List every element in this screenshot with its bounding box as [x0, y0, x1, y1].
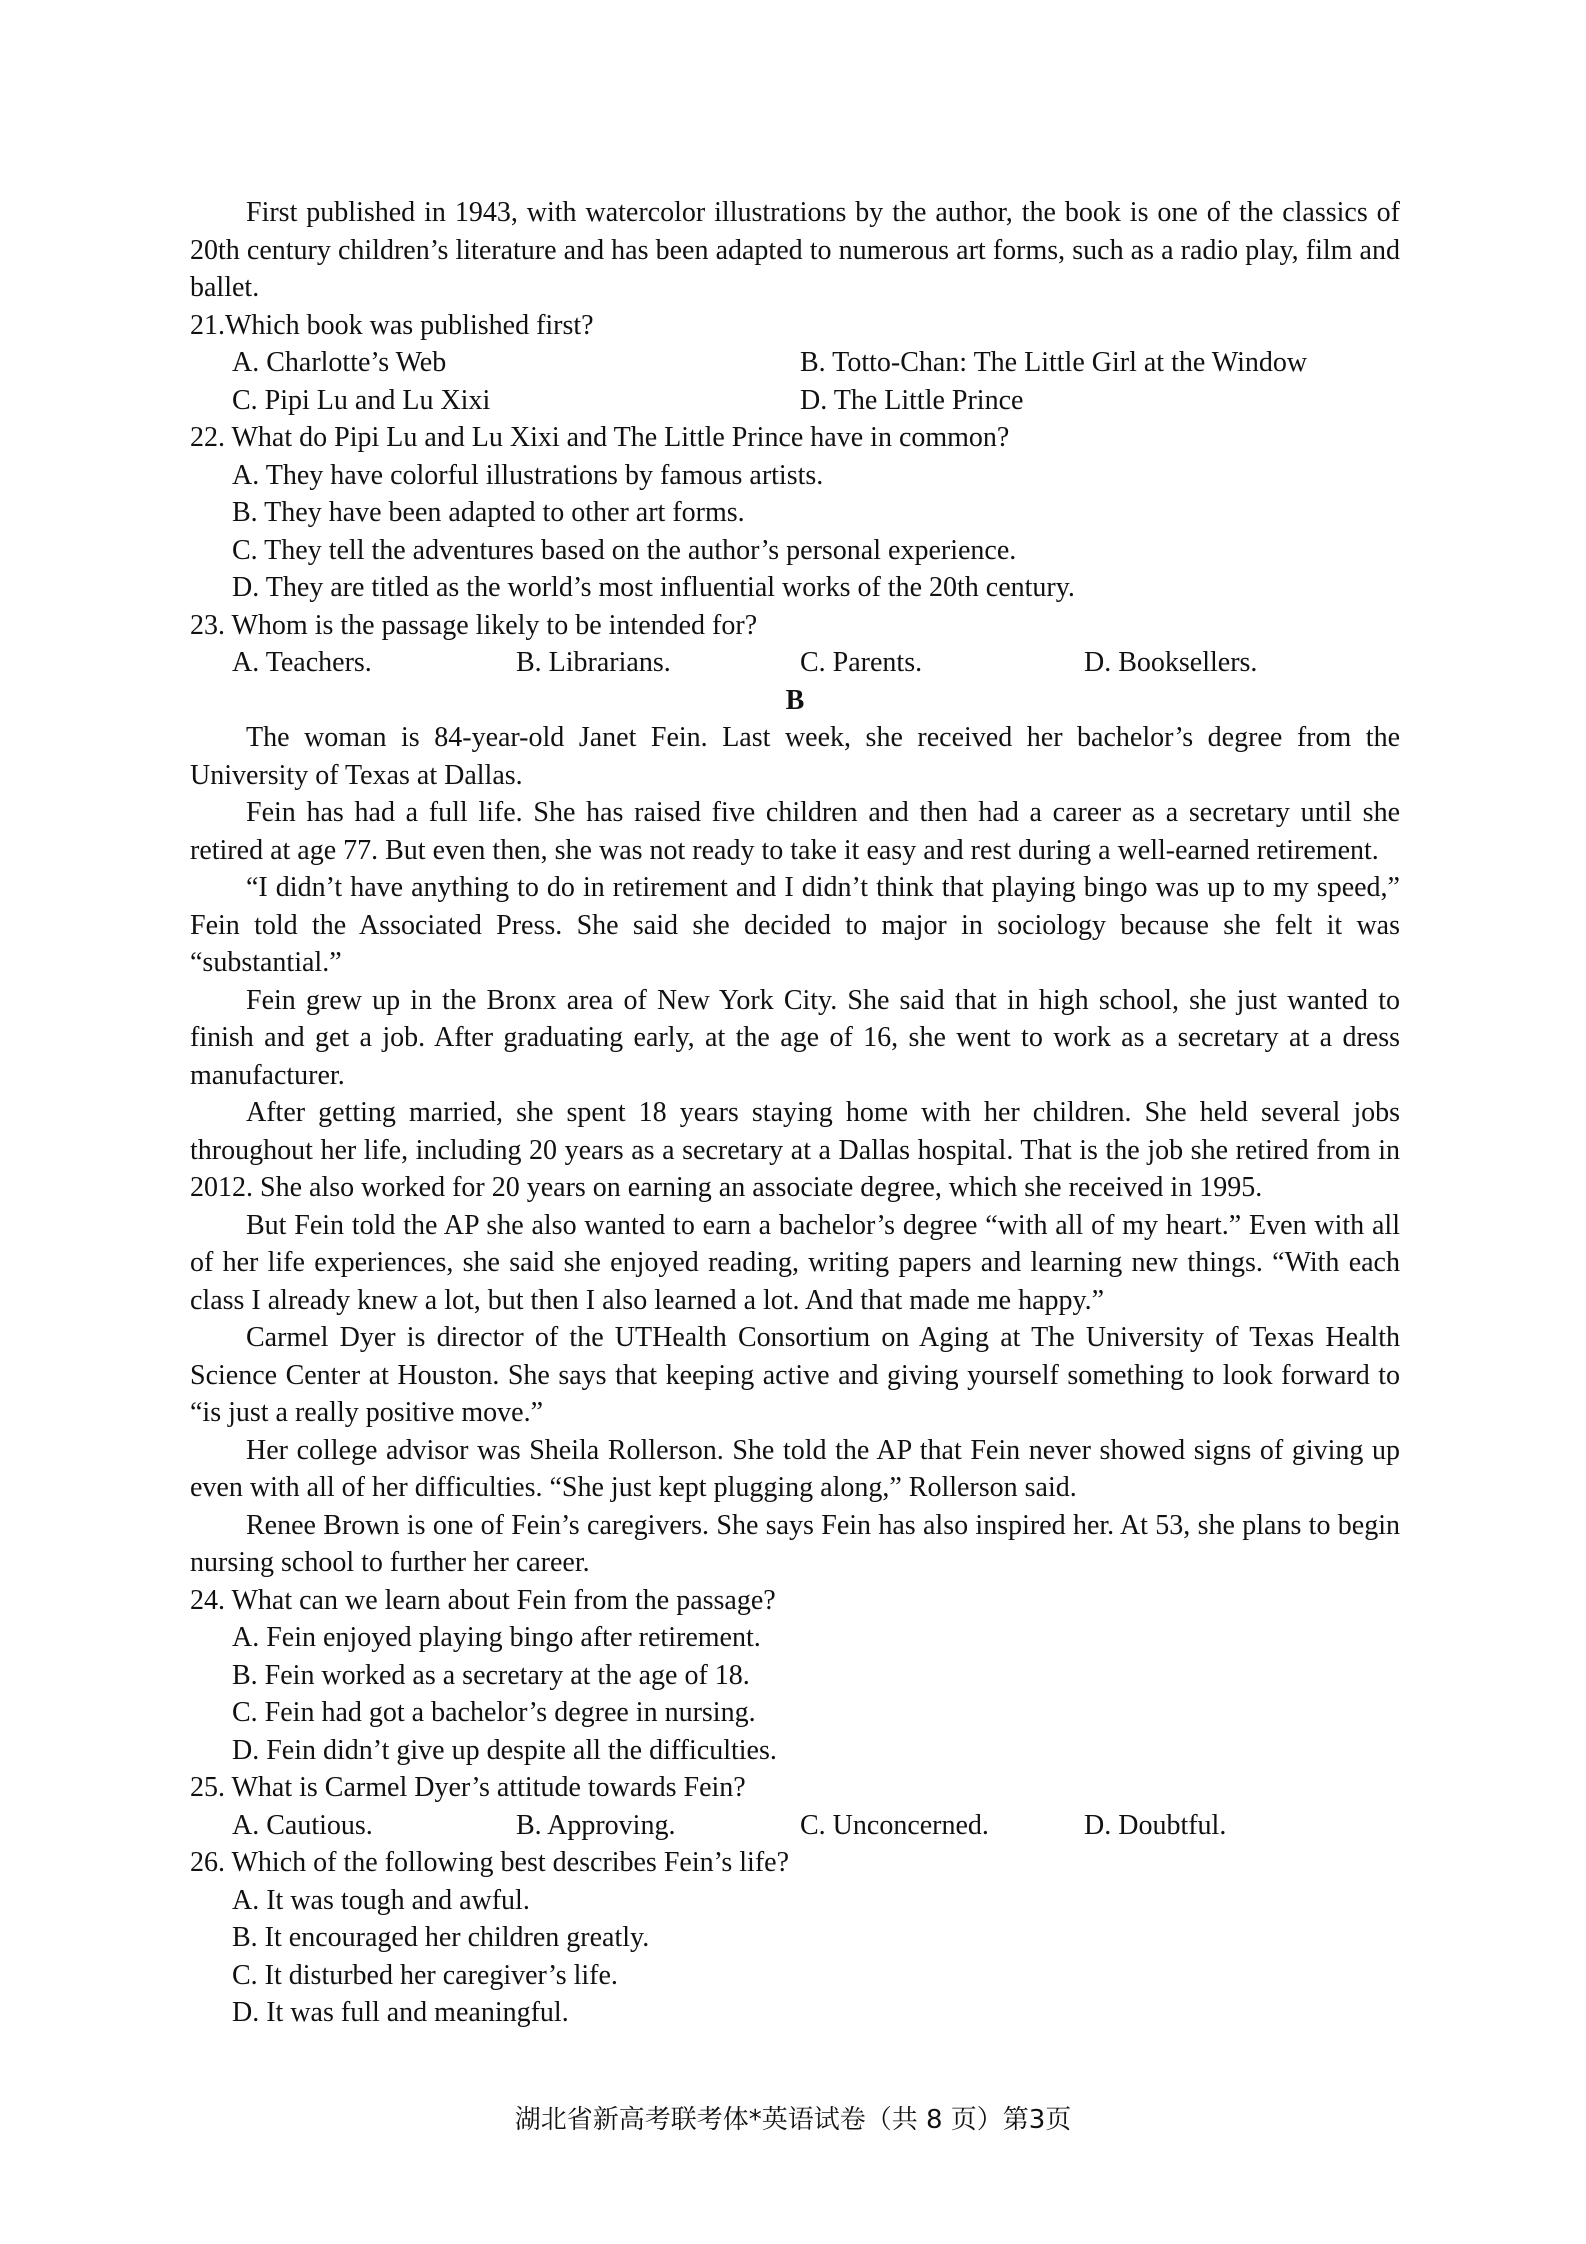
option-d: D. Booksellers.	[1084, 647, 1258, 678]
passage-b	[190, 719, 1400, 1582]
option-b: B. Fein worked as a secretary at the age of 18.	[232, 1659, 750, 1691]
option-c: C. Unconcerned.	[800, 1809, 989, 1841]
question-stem: 23. Whom is the passage likely to be intended for?	[190, 609, 758, 641]
option-d: D. They are titled as the world’s most influential works of the 20th century.	[232, 572, 1075, 603]
page-footer: 湖北省新高考联考体*英语试卷（共 8 页）第3页	[514, 2105, 1072, 2135]
question-23	[190, 607, 1400, 682]
passage-paragraph: “I didn’t have anything to do in retirement and I didn’t think that playing bingo was up to my speed,” Fein told the Associated Press. She said she decided to major in sociology because she felt it was “substantial.”	[190, 872, 1400, 978]
section-title: B	[785, 684, 805, 716]
option-c: C. Pipi Lu and Lu Xixi	[232, 384, 491, 416]
question-stem: 25. What is Carmel Dyer’s attitude towards Fein?	[190, 1772, 746, 1803]
question-24	[190, 1582, 1400, 1770]
passage-paragraph: Fein has had a full life. She has raised five children and then had a career as a secretary until she retired at age 77. But even then, she was not ready to take it easy and rest during a well-earned retirement.	[190, 797, 1400, 866]
option-c: C. Parents.	[800, 647, 923, 678]
question-25	[190, 1769, 1400, 1844]
option-a: A. Fein enjoyed playing bingo after retirement.	[232, 1622, 761, 1653]
option-c: C. It disturbed her caregiver’s life.	[232, 1959, 618, 1991]
option-a: A. Charlotte’s Web	[232, 347, 447, 378]
passage-paragraph: Renee Brown is one of Fein’s caregivers. She says Fein has also inspired her. At 53, she plans to begin nursing school to further her career.	[190, 1509, 1400, 1578]
intro-paragraph: First published in 1943, with watercolor illustrations by the author, the book is one of the classics of 20th century children’s literature and has been adapted to numerous art forms, such as a radio play, film and ballet.	[190, 197, 1400, 303]
question-stem: 22. What do Pipi Lu and Lu Xixi and The Little Prince have in common?	[190, 422, 1010, 453]
passage-paragraph: Her college advisor was Sheila Rollerson. She told the AP that Fein never showed signs of giving up even with all of her difficulties. “She just kept plugging along,” Rollerson said.	[190, 1434, 1400, 1503]
options-row	[232, 1807, 1400, 1845]
option-b: B. Totto-Chan: The Little Girl at the Window	[800, 347, 1308, 378]
option-a: A. It was tough and awful.	[232, 1884, 530, 1916]
option-c: C. They tell the adventures based on the author’s personal experience.	[232, 534, 1017, 566]
question-stem: 26. Which of the following best describes Fein’s life?	[190, 1847, 790, 1878]
option-a: A. Teachers.	[232, 647, 372, 678]
options-row	[232, 382, 1400, 420]
option-d: D. The Little Prince	[800, 384, 1024, 416]
option-c: C. Fein had got a bachelor’s degree in nursing.	[232, 1697, 756, 1728]
passage-paragraph: Fein grew up in the Bronx area of New York City. She said that in high school, she just wanted to finish and get a job. After graduating early, at the age of 16, she went to work as a secretary at a dress manufacturer.	[190, 984, 1400, 1091]
option-a: A. Cautious.	[232, 1809, 373, 1841]
question-21	[190, 307, 1400, 420]
question-26	[190, 1844, 1400, 2032]
option-d: D. Fein didn’t give up despite all the difficulties.	[232, 1734, 777, 1766]
option-a: A. They have colorful illustrations by famous artists.	[232, 459, 824, 491]
page-content	[190, 194, 1400, 2032]
passage-paragraph: Carmel Dyer is director of the UTHealth Consortium on Aging at The University of Texas Health Science Center at Houston. She says that keeping active and giving yourself something to look forward to “is just a really positive move.”	[190, 1322, 1400, 1428]
passage-paragraph: After getting married, she spent 18 years staying home with her children. She held several jobs throughout her life, including 20 years as a secretary at a Dallas hospital. That is the job she retired from in 2012. She also worked for 20 years on earning an associate degree, which she received in 1995.	[190, 1097, 1400, 1203]
options-row	[232, 344, 1400, 382]
option-b: B. Approving.	[516, 1809, 676, 1841]
options-row	[232, 644, 1400, 682]
question-22	[190, 419, 1400, 607]
passage-paragraph: The woman is 84-year-old Janet Fein. Last week, she received her bachelor’s degree from the University of Texas at Dallas.	[190, 722, 1400, 791]
option-b: B. Librarians.	[516, 647, 671, 678]
option-b: B. They have been adapted to other art forms.	[232, 497, 745, 528]
option-d: D. It was full and meaningful.	[232, 1997, 569, 2028]
option-d: D. Doubtful.	[1084, 1809, 1227, 1841]
option-b: B. It encouraged her children greatly.	[232, 1922, 650, 1953]
question-stem: 21.Which book was published first?	[190, 309, 594, 341]
question-stem: 24. What can we learn about Fein from the passage?	[190, 1584, 776, 1616]
passage-paragraph: But Fein told the AP she also wanted to earn a bachelor’s degree “with all of my heart.” Even with all of her life experiences, she said she enjoyed reading, writing papers and learning new things. “With each class I already knew a lot, but then I also learned a lot. And that made me happy.”	[190, 1209, 1400, 1316]
